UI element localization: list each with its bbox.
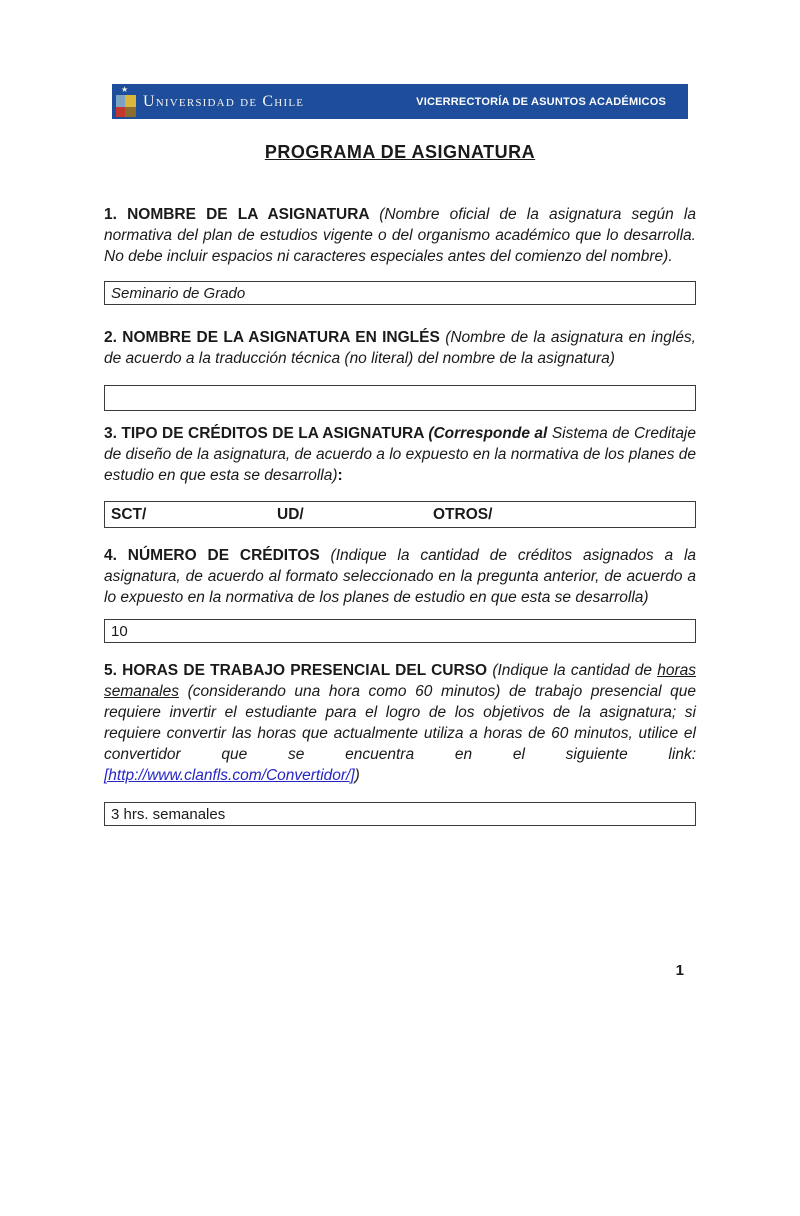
field-horas-presencial-value: 3 hrs. semanales bbox=[111, 806, 226, 823]
page-number: 1 bbox=[675, 962, 684, 979]
credit-option-sct[interactable]: SCT/ bbox=[111, 506, 147, 523]
question-1-text bbox=[104, 204, 696, 267]
field-nombre-ingles[interactable] bbox=[104, 385, 696, 411]
question-5-text bbox=[104, 660, 696, 786]
field-nombre-asignatura-value: Seminario de Grado bbox=[111, 285, 246, 302]
question-5-underlined-term: horas semanales bbox=[104, 662, 696, 700]
page-title: PROGRAMA DE ASIGNATURA bbox=[264, 142, 536, 162]
convertidor-link[interactable]: [http://www.clanfls.com/Convertidor/] bbox=[104, 767, 355, 784]
question-2-desc: (Nombre de la asignatura en inglés, de acuerdo a la traducción técnica (no literal) del nombre de la asignatura) bbox=[104, 329, 696, 367]
question-5-desc-1: (Indique la cantidad de bbox=[492, 662, 658, 679]
question-4-desc: (Indique la cantidad de créditos asignados a la asignatura, de acuerdo al formato seleccionado en la pregunta anterior, de acuerdo a lo expuesto en la normativa de los planes de estudio en que esta se desarrolla) bbox=[104, 547, 697, 606]
question-3-text bbox=[104, 423, 696, 486]
question-1-desc: (Nombre oficial de la asignatura según la normativa del plan de estudios vigente o del organismo académico que lo desarrolla. No debe incluir espacios ni caracteres especiales antes del comienzo del nombre). bbox=[104, 206, 696, 265]
question-4-label: 4. NÚMERO DE CRÉDITOS bbox=[104, 547, 331, 564]
field-horas-presencial[interactable] bbox=[104, 802, 696, 826]
star-icon: ★ bbox=[121, 84, 129, 94]
field-numero-creditos[interactable] bbox=[104, 619, 696, 643]
question-4-text bbox=[104, 545, 696, 608]
field-tipo-creditos[interactable] bbox=[104, 501, 696, 528]
question-1-label: 1. NOMBRE DE LA ASIGNATURA bbox=[104, 206, 380, 223]
university-crest-icon bbox=[116, 84, 136, 117]
question-3-colon: : bbox=[337, 467, 343, 484]
field-nombre-asignatura[interactable] bbox=[104, 281, 696, 305]
credit-option-otros[interactable]: OTROS/ bbox=[433, 506, 493, 523]
question-5-label: 5. HORAS DE TRABAJO PRESENCIAL DEL CURSO bbox=[104, 662, 493, 679]
question-5-desc-2: (considerando una hora como 60 minutos) de trabajo presencial que requiere invertir el estudiante para el logro de los objetivos de la asignatura; si requiere convertir las horas que actualmente utiliza a horas de 60 minutos, utilice el convertidor que se encuentra en el siguiente link: bbox=[104, 683, 696, 763]
question-5-desc-3: ) bbox=[354, 767, 360, 784]
university-name: Universidad de Chile bbox=[143, 92, 305, 110]
header-bar bbox=[112, 84, 688, 119]
university-brand bbox=[116, 84, 305, 117]
question-3-desc: Sistema de Creditaje de diseño de la asignatura, de acuerdo a lo expuesto en la normativa de los planes de estudio en que esta se desarrolla) bbox=[104, 425, 696, 484]
question-2-label: 2. NOMBRE DE LA ASIGNATURA EN INGLÉS bbox=[104, 329, 446, 346]
question-2-text bbox=[104, 327, 696, 369]
question-3-label: 3. TIPO DE CRÉDITOS DE LA ASIGNATURA bbox=[104, 425, 429, 442]
document-page bbox=[0, 84, 800, 979]
header-division-name: VICERRECTORÍA DE ASUNTOS ACADÉMICOS bbox=[416, 95, 666, 108]
question-3-desc-lead: (Corresponde al bbox=[428, 425, 552, 442]
field-numero-creditos-value: 10 bbox=[111, 623, 128, 640]
credit-option-ud[interactable]: UD/ bbox=[277, 506, 304, 523]
